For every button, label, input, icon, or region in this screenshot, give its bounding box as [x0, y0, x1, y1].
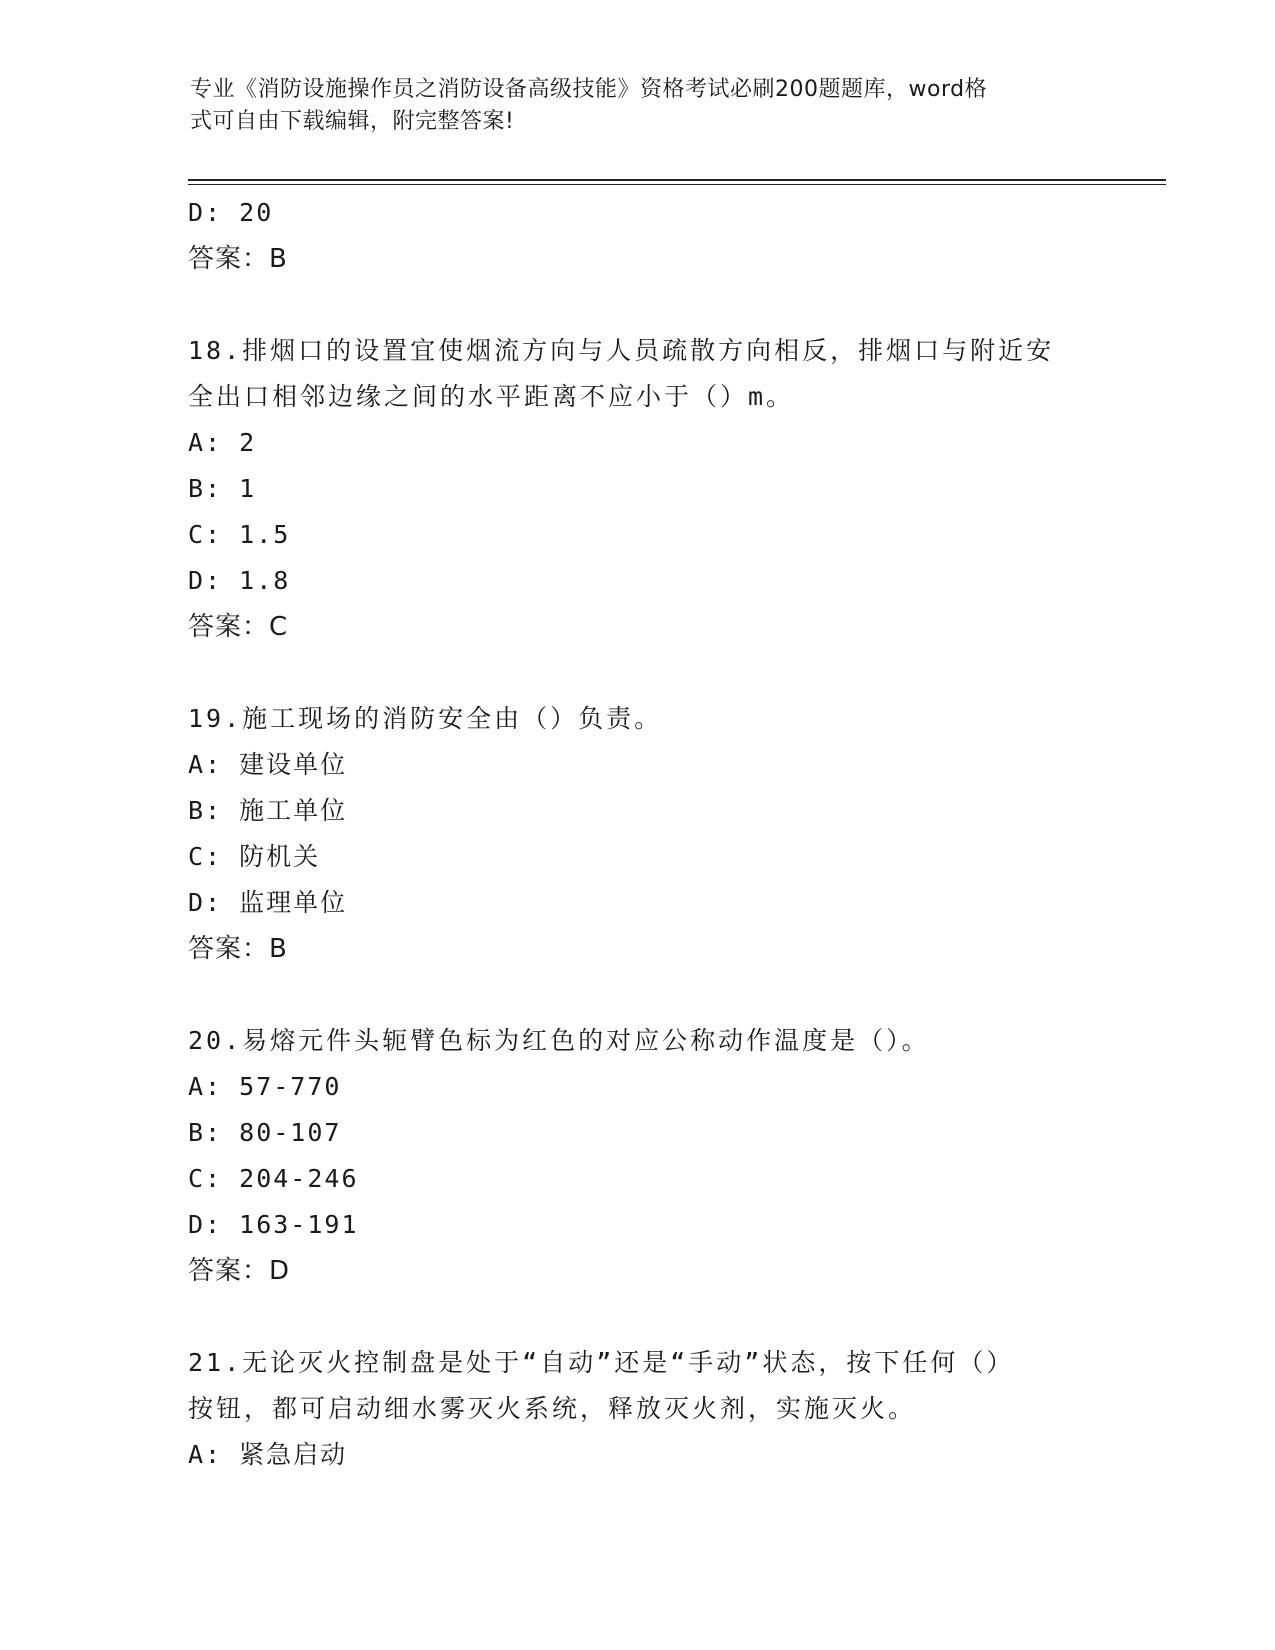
option-c: C: 防机关 [188, 842, 321, 871]
question-stem: 20.易熔元件头轭臂色标为红色的对应公称动作温度是（）。 [188, 1026, 930, 1055]
question-stem: 全出口相邻边缘之间的水平距离不应小于（）m。 [188, 382, 795, 411]
answer-line: 答案：B [188, 934, 288, 964]
option-d: D: 1.8 [188, 566, 291, 595]
document-header [190, 74, 1090, 138]
answer-line: 答案：C [188, 612, 289, 642]
spacer [188, 282, 1088, 328]
question-19 [188, 696, 1088, 972]
option-a: A: 紧急启动 [188, 1440, 348, 1469]
option-a: A: 建设单位 [188, 750, 348, 779]
option-d: D: 163-191 [188, 1210, 359, 1239]
header-rule-thick [188, 179, 1166, 181]
question-stem: 19.施工现场的消防安全由（）负责。 [188, 704, 663, 733]
question-stem: 21.无论灭火控制盘是处于“自动”还是“手动”状态，按下任何（） [188, 1348, 1015, 1377]
header-rule-thin [188, 184, 1166, 185]
question-stem: 按钮，都可启动细水雾灭火系统，释放灭火剂，实施灭火。 [188, 1394, 917, 1423]
spacer [188, 650, 1088, 696]
option-b: B: 1 [188, 474, 257, 503]
option-a: A: 2 [188, 428, 257, 457]
option-a: A: 57-770 [188, 1072, 342, 1101]
answer-line: 答案：D [188, 1256, 291, 1286]
answer-line: 答案：B [188, 244, 288, 274]
spacer [188, 972, 1088, 1018]
header-line-1: 专业《消防设施操作员之消防设备高级技能》资格考试必刷200题题库，word格 [190, 77, 988, 102]
option-b: B: 施工单位 [188, 796, 348, 825]
option-c: C: 204-246 [188, 1164, 359, 1193]
option-c: C: 1.5 [188, 520, 291, 549]
option-d: D: 监理单位 [188, 888, 348, 917]
option-d: D: 20 [188, 198, 274, 227]
question-20 [188, 1018, 1088, 1294]
option-b: B: 80-107 [188, 1118, 342, 1147]
question-stem: 18.排烟口的设置宜使烟流方向与人员疏散方向相反，排烟口与附近安 [188, 336, 1055, 365]
question-21 [188, 1340, 1088, 1478]
question-list [188, 190, 1088, 1478]
question-18 [188, 328, 1088, 650]
spacer [188, 1294, 1088, 1340]
header-line-2: 式可自由下载编辑，附完整答案! [190, 109, 515, 134]
